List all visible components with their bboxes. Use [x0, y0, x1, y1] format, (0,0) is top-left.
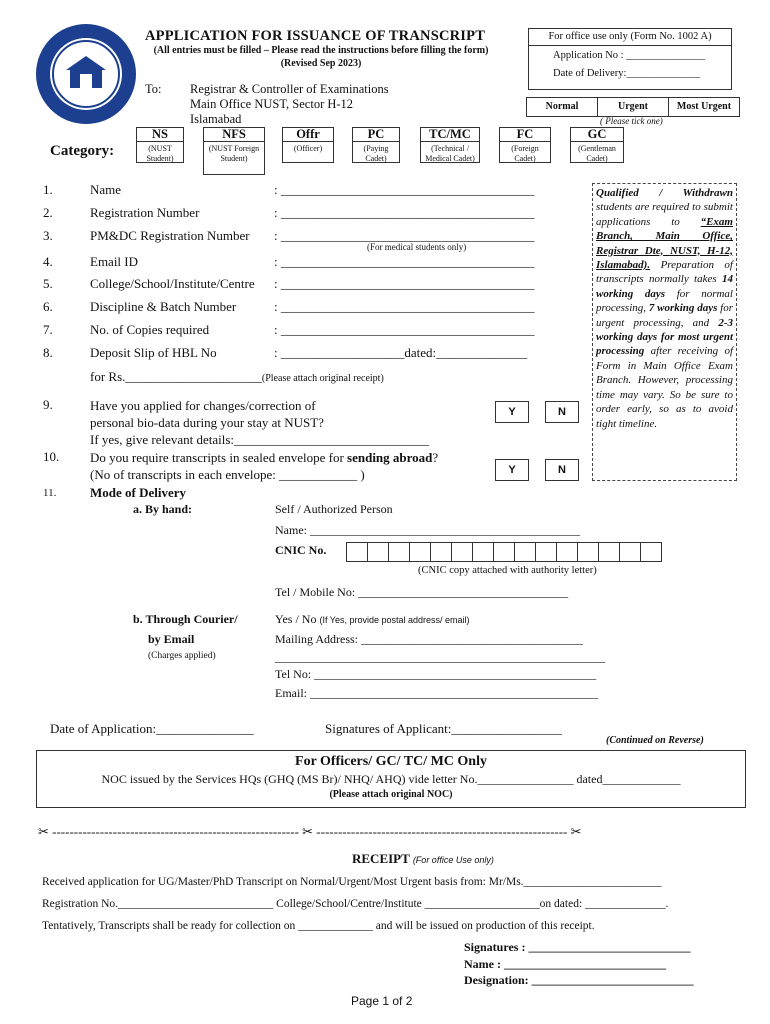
q10-yes-box[interactable]: Y [495, 459, 529, 481]
email-delivery-label: by Email [148, 632, 195, 646]
date-of-application[interactable]: Date of Application:_______________ [50, 721, 254, 736]
field-number: 3. [43, 228, 53, 243]
cnic-digit-box[interactable] [535, 542, 557, 562]
email-label: Email ID [90, 254, 139, 269]
field-number: 11. [43, 487, 57, 499]
category-desc: (Paying Cadet) [363, 144, 389, 163]
cnic-digit-box[interactable] [367, 542, 389, 562]
category-code: PC [353, 128, 399, 142]
cnic-digit-box[interactable] [619, 542, 641, 562]
category-offr[interactable] [282, 127, 334, 163]
cut-line: ✂ --------------------------------------------------------- ✂ ---------------------------------------------------------- ✂ [38, 824, 582, 839]
q10-line [90, 449, 438, 466]
q9-line: personal bio-data during your stay at NUST? [90, 415, 324, 430]
field-number: 9. [43, 397, 53, 412]
cnic-digit-box[interactable] [472, 542, 494, 562]
q10-text [90, 449, 438, 483]
officers-section [36, 750, 746, 808]
category-code: TC/MC [421, 128, 479, 142]
q10-line: (No of transcripts in each envelope: ____________ ) [90, 467, 365, 482]
cnic-note: (CNIC copy attached with authority letter) [418, 565, 597, 576]
field-number: 2. [43, 205, 53, 220]
application-no: Application No : _______________ [553, 50, 705, 61]
receipt-designation[interactable]: Designation: ___________________________ [464, 973, 694, 987]
tel-mobile-field[interactable]: Tel / Mobile No: ___________________________________ [275, 585, 569, 599]
receipt-line-3: Tentatively, Transcripts shall be ready for collection on _____________ and will be issued on production of this receipt. [42, 920, 595, 932]
category-gc[interactable] [570, 127, 624, 163]
cnic-digit-box[interactable] [514, 542, 536, 562]
q10-no-box[interactable]: N [545, 459, 579, 481]
date-of-delivery: Date of Delivery:______________ [553, 68, 700, 79]
discipline-field[interactable]: : _______________________________________ [274, 299, 535, 314]
category-code: Offr [283, 128, 333, 142]
office-use-box [528, 28, 732, 90]
priority-normal[interactable]: Normal [527, 98, 598, 116]
note-emph: 7 working days [648, 302, 718, 315]
courier-email-field[interactable]: Email: ________________________________________________ [275, 686, 598, 700]
college-field[interactable]: : _______________________________________ [274, 276, 535, 291]
pmdc-label: PM&DC Registration Number [90, 228, 250, 243]
copies-label: No. of Copies required [90, 322, 210, 337]
cnic-digit-box[interactable] [430, 542, 452, 562]
by-hand-label: a. By hand: [133, 502, 193, 516]
category-code: NFS [204, 128, 264, 142]
receipt-line-2: Registration No.___________________________ College/School/Centre/Institute ____________________on dated: ______________. [42, 898, 669, 910]
category-desc: (Foreign Cadet) [511, 144, 539, 163]
category-code: FC [500, 128, 550, 142]
q10-qmark: ? [432, 450, 439, 465]
address-line: Islamabad [190, 112, 242, 126]
courier-label: b. Through Courier/ [133, 612, 238, 626]
field-number: 1. [43, 182, 53, 197]
field-number: 5. [43, 276, 53, 291]
note-text: after receiving of Form in Main Office Exam Branch. However, processing time may vary. So be sure to order early, so as to avoid tight timeline. [596, 345, 733, 430]
note-text: Preparation of transcripts normally takes [596, 259, 733, 286]
email-field[interactable]: : _______________________________________ [274, 254, 535, 269]
instructions-note [592, 183, 737, 481]
amount-field[interactable] [90, 369, 384, 385]
q10-text-a: Do you require transcripts in sealed envelope for [90, 450, 344, 465]
cnic-boxes[interactable] [346, 542, 661, 562]
mailing-address-line-2[interactable]: _______________________________________________________ [275, 650, 605, 664]
office-use-header: For office use only (Form No. 1002 A) [529, 29, 731, 46]
field-number: 8. [43, 345, 53, 360]
q9-no-box[interactable]: N [545, 401, 579, 423]
note-text: students are required to submit applications to [596, 201, 733, 228]
applicant-signature[interactable]: Signatures of Applicant:_________________ [325, 721, 562, 736]
note-address: “Exam Branch, Main Office, Registrar Dte, NUST, H-12, Islamabad). [596, 215, 733, 272]
cnic-digit-box[interactable] [409, 542, 431, 562]
courier-option[interactable] [275, 612, 470, 627]
category-nfs[interactable] [203, 127, 265, 175]
cnic-digit-box[interactable] [577, 542, 599, 562]
cnic-digit-box[interactable] [493, 542, 515, 562]
cnic-digit-box[interactable] [598, 542, 620, 562]
field-number: 4. [43, 254, 53, 269]
category-ns[interactable] [136, 127, 184, 163]
receipt-signatures[interactable]: Signatures : ___________________________ [464, 940, 691, 954]
authorized-name-field[interactable]: Name: _____________________________________________ [275, 523, 580, 537]
cnic-digit-box[interactable] [388, 542, 410, 562]
priority-note: ( Please tick one) [600, 116, 663, 126]
registration-number-field[interactable]: : _______________________________________ [274, 205, 535, 220]
discipline-label: Discipline & Batch Number [90, 299, 237, 314]
category-desc: (NUST Foreign Student) [208, 144, 260, 163]
pmdc-field[interactable]: : _______________________________________ [274, 228, 535, 243]
address [190, 82, 389, 127]
priority-most-urgent[interactable]: Most Urgent [676, 101, 732, 112]
cnic-digit-box[interactable] [451, 542, 473, 562]
courier-option-note: (If Yes, provide postal address/ email) [319, 615, 470, 625]
note-emph: 14 working days [596, 273, 734, 300]
nust-logo [34, 22, 138, 126]
field-number: 10. [43, 449, 60, 464]
receipt-heading: RECEIPT [352, 851, 410, 866]
q9-yes-box[interactable]: Y [495, 401, 529, 423]
registration-number-label: Registration Number [90, 205, 200, 220]
q9-line: If yes, give relevant details:______________________________ [90, 432, 430, 447]
note-text: for normal processing, [596, 287, 733, 315]
address-line: Main Office NUST, Sector H-12 [190, 97, 354, 111]
category-fc[interactable] [499, 127, 551, 163]
cnic-digit-box[interactable] [640, 542, 662, 562]
address-line: Registrar & Controller of Examinations [190, 82, 389, 96]
q9-text [90, 397, 429, 448]
category-pc[interactable] [352, 127, 400, 163]
receipt-note: (For office Use only) [412, 855, 494, 865]
receipt-title [352, 851, 494, 867]
amount-blank: for Rs._____________________ [90, 369, 262, 384]
q9-line: Have you applied for changes/correction of [90, 398, 316, 413]
category-desc: (Gentleman Cadet) [578, 144, 616, 163]
deposit-slip-field[interactable]: : ___________________dated:______________ [274, 345, 528, 360]
continued-note: (Continued on Reverse) [606, 735, 704, 746]
cnic-digit-box[interactable] [556, 542, 578, 562]
to-label: To: [145, 82, 162, 96]
mailing-address-field[interactable]: Mailing Address: _____________________________________ [275, 632, 583, 646]
category-desc: (NUST Student) [146, 144, 174, 163]
form-subtitle: (All entries must be filled – Please read the instructions before filling the form) (Revised Sep 2023) [153, 45, 489, 69]
category-desc: (Technical / Medical Cadet) [425, 144, 475, 163]
note-emph: 2-3 working days for most urgent processing [596, 316, 733, 358]
amount-note: (Please attach original receipt) [261, 373, 384, 384]
category-code: NS [137, 128, 183, 142]
college-label: College/School/Institute/Centre [90, 276, 255, 291]
deposit-slip-label: Deposit Slip of HBL No [90, 345, 217, 360]
note-heading: Qualified / Withdrawn [596, 187, 733, 199]
field-number: 7. [43, 322, 53, 337]
cnic-digit-box[interactable] [346, 542, 368, 562]
cnic-label: CNIC No. [275, 543, 327, 557]
receipt-line-1: Received application for UG/Master/PhD Transcript on Normal/Urgent/Most Urgent basis from: Mr/Ms.________________________ [42, 876, 662, 888]
courier-tel-field[interactable]: Tel No: _______________________________________________ [275, 667, 597, 681]
field-number: 6. [43, 299, 53, 314]
name-label: Name [90, 182, 122, 197]
name-field[interactable]: : _______________________________________ [274, 182, 535, 197]
by-hand-option[interactable]: Self / Authorized Person [275, 502, 393, 516]
receipt-name[interactable]: Name : ___________________________ [464, 957, 666, 971]
delivery-title: Mode of Delivery [90, 485, 187, 500]
form-title: APPLICATION FOR ISSUANCE OF TRANSCRIPT [145, 28, 486, 44]
noc-note: (Please attach original NOC) [329, 789, 453, 800]
copies-field[interactable]: : _______________________________________ [274, 322, 535, 337]
priority-options [526, 97, 740, 117]
category-desc: (Officer) [293, 144, 323, 153]
priority-urgent[interactable]: Urgent [598, 98, 669, 116]
officers-title: For Officers/ GC/ TC/ MC Only [295, 754, 487, 769]
noc-text: NOC issued by the Services HQs (GHQ (MS Br)/ NHQ/ AHQ) vide letter No.________________ dated_____________ [101, 772, 681, 786]
pmdc-note: (For medical students only) [367, 242, 467, 252]
courier-yes-no: Yes / No [275, 612, 317, 626]
note-text: for urgent processing, and [596, 302, 733, 329]
charges-note: (Charges applied) [148, 651, 216, 661]
category-tcmc[interactable] [420, 127, 480, 163]
q10-sending-abroad: sending abroad [347, 450, 433, 465]
page-number: Page 1 of 2 [351, 994, 413, 1008]
category-code: GC [571, 128, 623, 142]
category-label: Category: [50, 143, 115, 159]
